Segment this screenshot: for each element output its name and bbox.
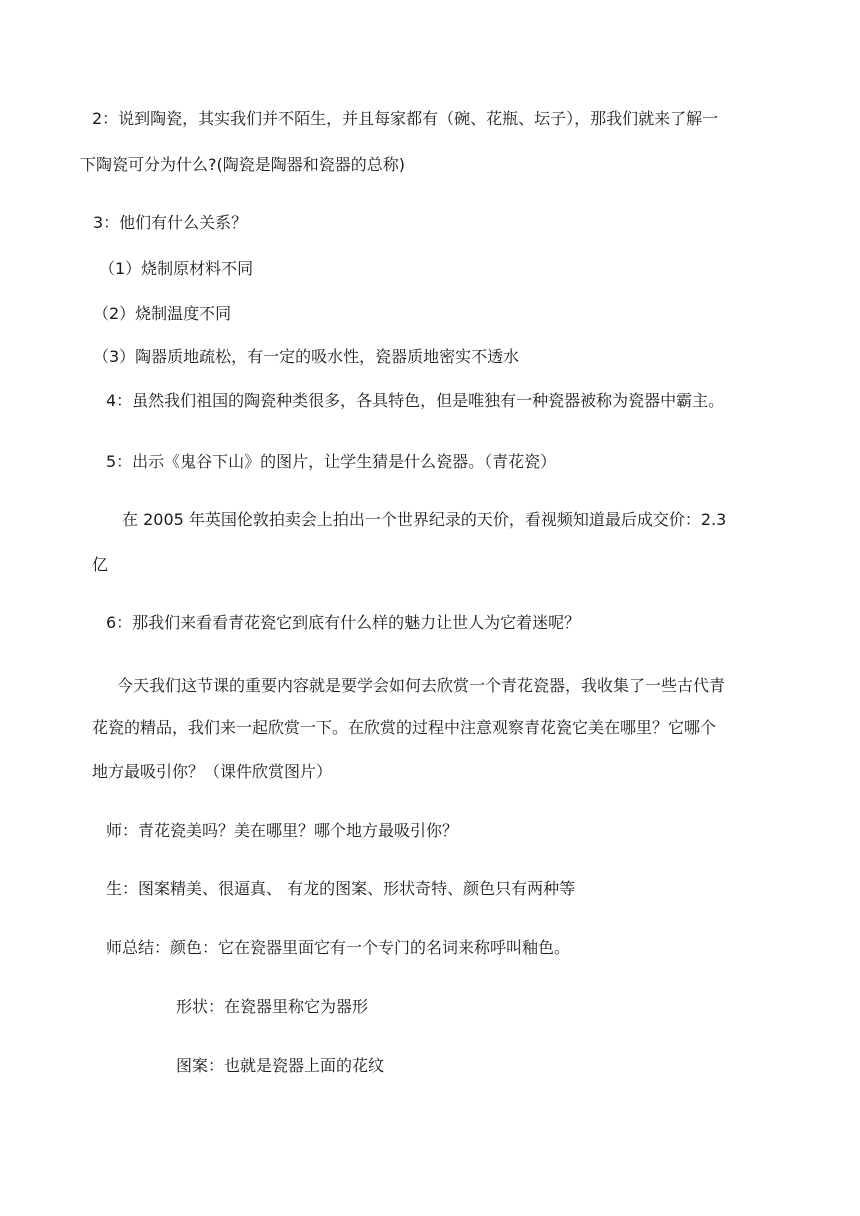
summary-shape: 形状：在瓷器里称它为器形 <box>176 997 369 1016</box>
lesson-line-3: 地方最吸引你？（课件欣赏图片） <box>92 762 333 781</box>
lesson-line-2: 花瓷的精品，我们来一起欣赏一下。在欣赏的过程中注意观察青花瓷它美在哪里？它哪个 <box>92 718 717 737</box>
paragraph-2-line-2: 下陶瓷可分为什么?(陶瓷是陶器和瓷器的总称) <box>80 155 405 174</box>
paragraph-3: 3：他们有什么关系？ <box>93 213 248 232</box>
paragraph-2-line-1: 2：说到陶瓷，其实我们并不陌生，并且每家都有（碗、花瓶、坛子），那我们就来了解一 <box>92 109 719 128</box>
teacher-question: 师：青花瓷美吗？美在哪里？哪个地方最吸引你？ <box>106 821 459 840</box>
student-answer: 生：图案精美、很逼真、 有龙的图案、形状奇特、颜色只有两种等 <box>106 879 576 898</box>
paragraph-6: 6：那我们来看看青花瓷它到底有什么样的魅力让世人为它着迷呢？ <box>106 613 581 632</box>
list-item-3: （3）陶器质地疏松，有一定的吸水性，瓷器质地密实不透水 <box>93 347 520 366</box>
paragraph-4: 4：虽然我们祖国的陶瓷种类很多，各具特色，但是唯独有一种瓷器被称为瓷器中霸主。 <box>106 391 725 410</box>
paragraph-5: 5：出示《鬼谷下山》的图片，让学生猜是什么瓷器。（青花瓷） <box>106 452 557 471</box>
summary-pattern: 图案：也就是瓷器上面的花纹 <box>176 1056 385 1075</box>
list-item-1: （1）烧制原材料不同 <box>99 259 254 278</box>
teacher-summary: 师总结：颜色：它在瓷器里面它有一个专门的名词来称呼叫釉色。 <box>106 938 571 957</box>
auction-line-1: 在 2005 年英国伦敦拍卖会上拍出一个世界纪录的天价，看视频知道最后成交价：2.3 <box>122 510 727 529</box>
auction-line-2: 亿 <box>92 555 109 574</box>
lesson-line-1: 今天我们这节课的重要内容就是要学会如何去欣赏一个青花瓷器，我收集了一些古代青 <box>117 676 726 695</box>
list-item-2: （2）烧制温度不同 <box>93 304 232 323</box>
